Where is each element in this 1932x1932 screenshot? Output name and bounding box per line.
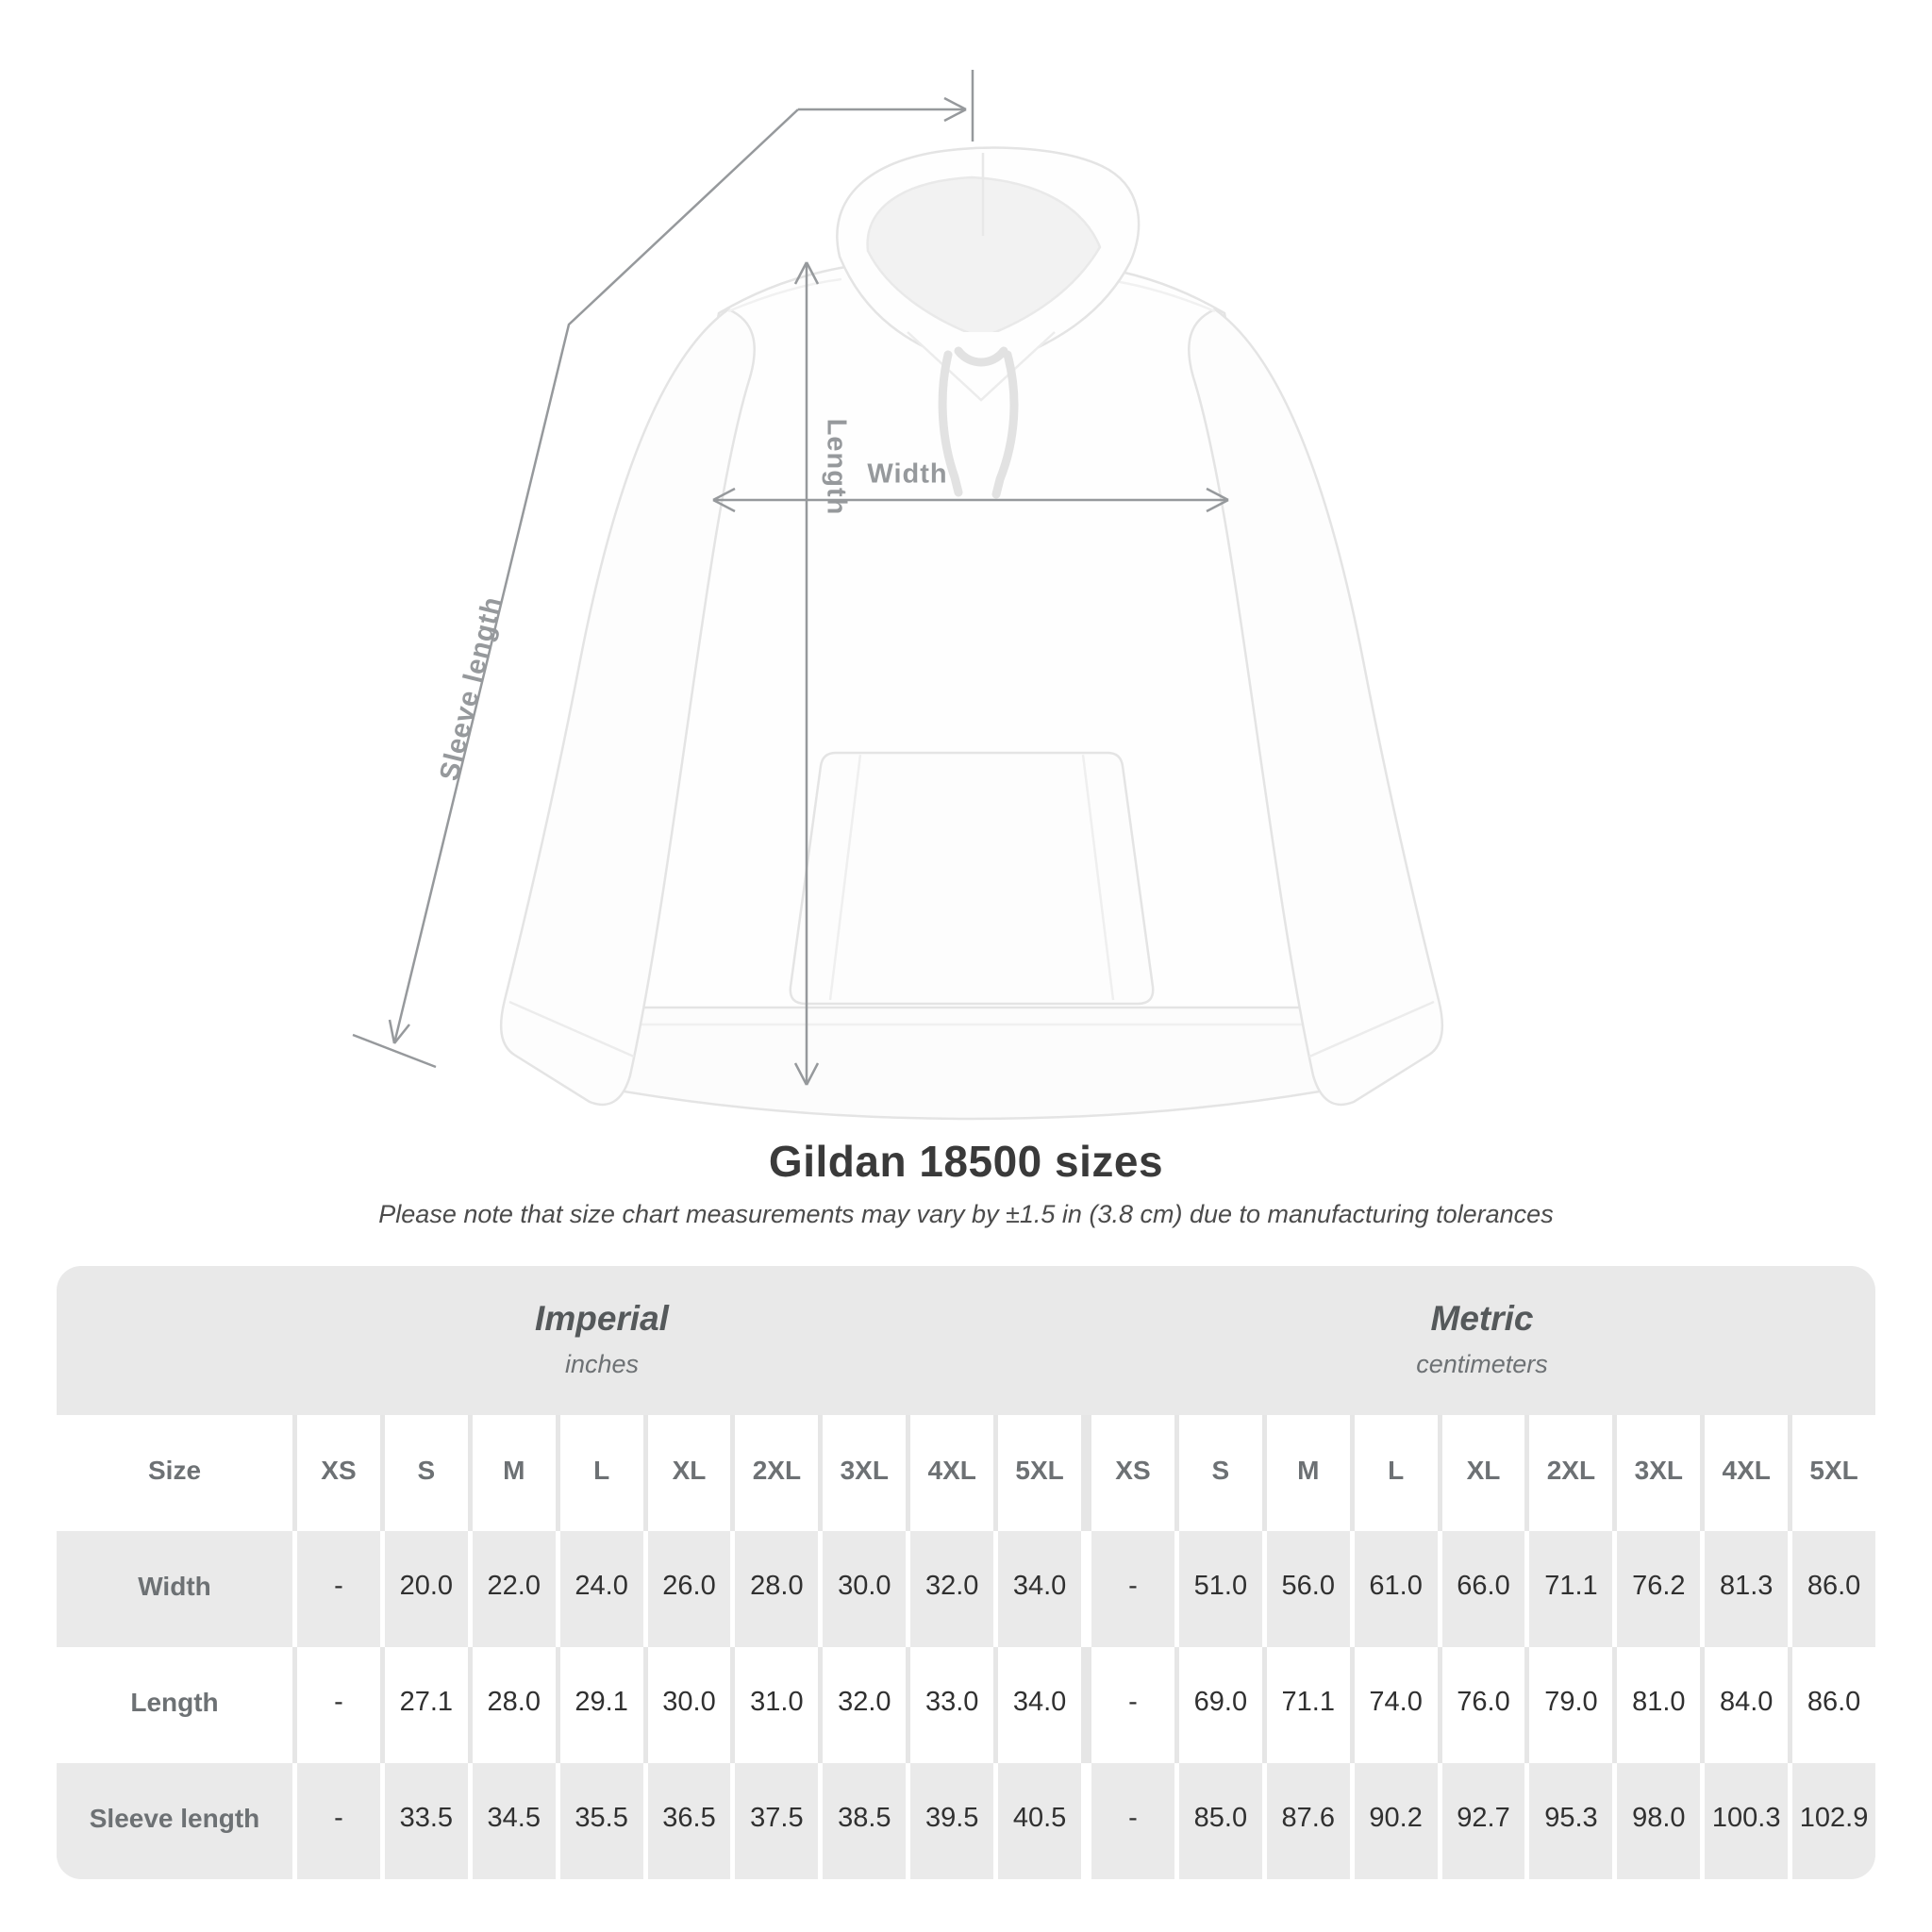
measure-row-label: Sleeve length [57,1763,292,1879]
size-col-header: M [1267,1415,1350,1531]
size-col-header: M [473,1415,556,1531]
metric-unit: centimeters [1416,1350,1548,1378]
size-col-header: XL [648,1415,731,1531]
measurement-cell: 81.3 [1705,1531,1788,1647]
measurement-cell: 81.0 [1617,1647,1700,1763]
measurement-cell: 34.5 [473,1763,556,1879]
size-col-header: L [560,1415,643,1531]
measure-row-label: Width [57,1531,292,1647]
size-col-header: 4XL [910,1415,993,1531]
unit-group-header [57,1266,1875,1415]
size-col-header: S [1179,1415,1262,1531]
measurement-cell: 33.5 [385,1763,468,1879]
imperial-title: Imperial [535,1299,669,1338]
imperial-unit: inches [564,1350,640,1378]
measurement-cell: - [1091,1647,1174,1763]
measurement-cell: 28.0 [735,1531,818,1647]
measurement-cell: 34.0 [998,1647,1081,1763]
size-col-header: XS [1091,1415,1174,1531]
measurement-cell: 69.0 [1179,1647,1262,1763]
measurement-cell: 31.0 [735,1647,818,1763]
measure-row-label: Length [57,1647,292,1763]
measurement-cell: 20.0 [385,1531,468,1647]
measurement-cell: 61.0 [1355,1531,1438,1647]
measurement-cell: 30.0 [648,1647,731,1763]
size-col-header: 5XL [1792,1415,1875,1531]
size-col-header: XS [297,1415,380,1531]
measurement-cell: 71.1 [1529,1531,1612,1647]
measurement-cell: 85.0 [1179,1763,1262,1879]
size-col-header: 5XL [998,1415,1081,1531]
metric-group-header [1416,1298,1548,1379]
measurement-cell: 37.5 [735,1763,818,1879]
measurement-cell: 66.0 [1442,1531,1525,1647]
measurement-cell: 102.9 [1792,1763,1875,1879]
measurement-cell: - [297,1531,380,1647]
imperial-group-header [535,1298,669,1379]
measurement-cell: 40.5 [998,1763,1081,1879]
measurement-cell: 32.0 [910,1531,993,1647]
measurement-cell: 86.0 [1792,1647,1875,1763]
sleeve-length-label: Sleeve length [434,592,508,784]
measurement-cell: 22.0 [473,1531,556,1647]
size-col-header: S [385,1415,468,1531]
measurement-cell: 35.5 [560,1763,643,1879]
measurement-cell: 39.5 [910,1763,993,1879]
measurement-cell: 87.6 [1267,1763,1350,1879]
measurement-cell: 28.0 [473,1647,556,1763]
measurement-cell: - [297,1647,380,1763]
size-col-header: XL [1442,1415,1525,1531]
measurement-cell: 24.0 [560,1531,643,1647]
measurement-cell: 79.0 [1529,1647,1612,1763]
measurement-cell: 27.1 [385,1647,468,1763]
measurement-cell: 76.0 [1442,1647,1525,1763]
measurement-cell: - [297,1763,380,1879]
length-label: Length [821,418,852,516]
measurement-cell: 26.0 [648,1531,731,1647]
size-header-row [57,1415,1875,1531]
measurement-cell: 90.2 [1355,1763,1438,1879]
measurement-cell: 56.0 [1267,1531,1350,1647]
size-col-header: L [1355,1415,1438,1531]
measurement-cell: 38.5 [823,1763,906,1879]
size-row-label: Size [57,1415,292,1531]
measurement-cell: 92.7 [1442,1763,1525,1879]
measurement-cell: 71.1 [1267,1647,1350,1763]
measurement-cell: 95.3 [1529,1763,1612,1879]
measurement-cell: 30.0 [823,1531,906,1647]
metric-title: Metric [1430,1299,1534,1338]
measurement-cell: 74.0 [1355,1647,1438,1763]
measurement-cell: 29.1 [560,1647,643,1763]
measurement-cell: 32.0 [823,1647,906,1763]
measurement-cell: 76.2 [1617,1531,1700,1647]
measurement-cell: 36.5 [648,1763,731,1879]
measurement-cell: 86.0 [1792,1531,1875,1647]
size-col-header: 3XL [823,1415,906,1531]
measure-row-0 [57,1531,1875,1647]
size-col-header: 3XL [1617,1415,1700,1531]
measurement-cell: - [1091,1763,1174,1879]
measurement-cell: 51.0 [1179,1531,1262,1647]
size-col-header: 2XL [735,1415,818,1531]
size-col-header: 4XL [1705,1415,1788,1531]
tolerance-note: Please note that size chart measurements may vary by ±1.5 in (3.8 cm) due to manufacturing tolerances [378,1200,1554,1228]
measurement-cell: 98.0 [1617,1763,1700,1879]
measure-row-1 [57,1647,1875,1763]
size-col-header: 2XL [1529,1415,1612,1531]
measurement-cell: 100.3 [1705,1763,1788,1879]
measurement-cell: - [1091,1531,1174,1647]
width-label: Width [867,458,948,490]
measure-row-2 [57,1763,1875,1879]
measurement-cell: 84.0 [1705,1647,1788,1763]
measurement-cell: 34.0 [998,1531,1081,1647]
size-table [57,1266,1875,1879]
page-title: Gildan 18500 sizes [768,1137,1164,1186]
measurement-cell: 33.0 [910,1647,993,1763]
